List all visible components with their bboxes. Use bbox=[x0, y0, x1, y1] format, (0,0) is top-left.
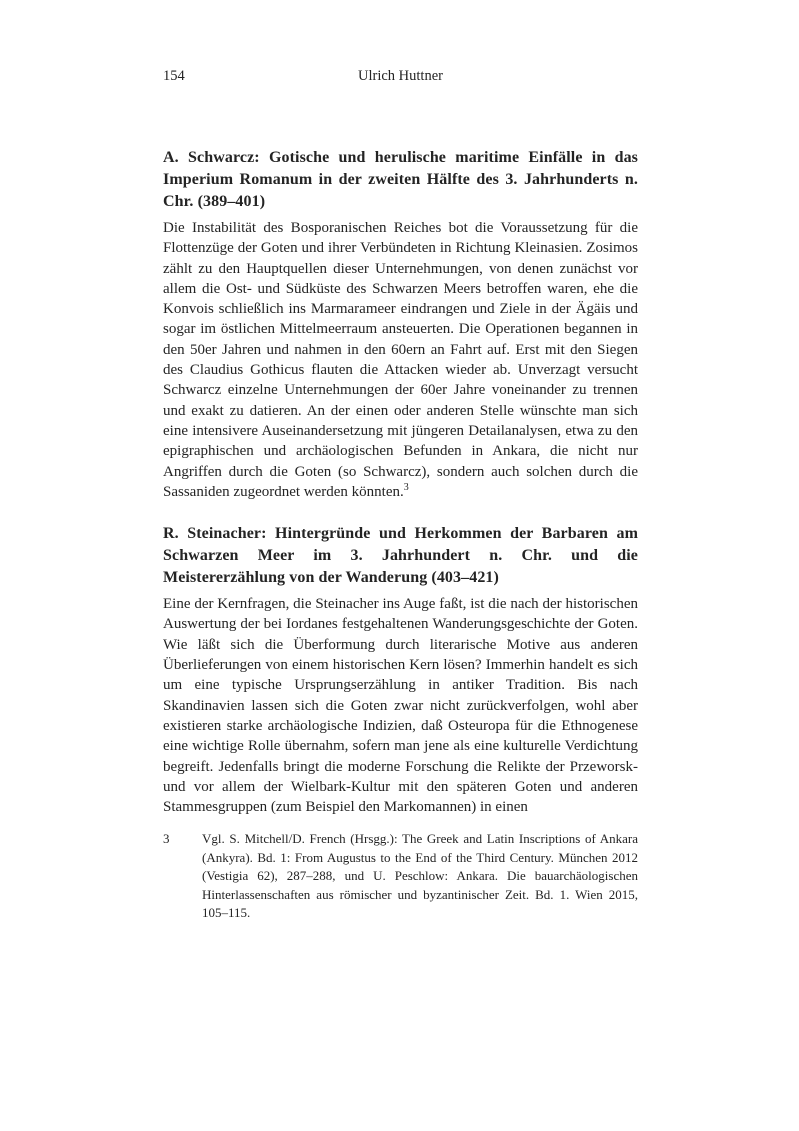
running-head: Ulrich Huttner bbox=[358, 68, 443, 84]
review-heading-schwarcz: A. Schwarcz: Gotische und herulische maritime Einfälle in das Imperium Romanum in der zweiten Hälfte des 3. Jahrhunderts n. Chr. (389–401) bbox=[163, 149, 638, 210]
footnote-reference-3: 3 bbox=[403, 481, 409, 493]
footnote-3 bbox=[163, 830, 638, 922]
review-body-steinacher bbox=[163, 594, 638, 817]
review-schwarcz bbox=[163, 147, 638, 502]
review-steinacher bbox=[163, 523, 638, 817]
review-body-schwarcz bbox=[163, 218, 638, 502]
footnote-text: Vgl. S. Mitchell/D. French (Hrsgg.): The Greek and Latin Inscriptions of Ankara (Ankyra). Bd. 1: From Augustus to the End of the Third Century. München 2012 (Vestigia 62), 287–288, und U. Peschlow: Ankara. Die bauarchäologischen Hinterlassenschaften aus römischer und byzantinischer Zeit. Bd. 1. Wien 2015, 105–115. bbox=[202, 831, 638, 921]
review-heading-steinacher: R. Steinacher: Hintergründe und Herkommen der Barbaren am Schwarzen Meer im 3. Jahrhundert n. Chr. und die Meistererzählung von der Wanderung (403–421) bbox=[163, 525, 638, 587]
review-body-text: Eine der Kernfragen, die Steinacher ins Auge faßt, ist die nach der historischen Auswertung der bei Iordanes festgehaltenen Wanderungsgeschichte der Goten. Wie läßt sich die Überformung durch literarische Motive aus anderen Überlieferungen von einem historischen Kern lösen? Immerhin handelt es sich um eine typische Ursprungserzählung in antiker Tradition. Bis nach Skandinavien lassen sich die Goten zwar nicht zurückverfolgen, wohl aber existieren starke archäologische Indizien, daß Osteuropa für die Ethnogenese eine wichtige Rolle übernahm, sofern man jene als eine kulturelle Verdichtung begreift. Jedenfalls bringt die moderne Forschung die Relikte der Przeworsk- und vor allem der Wielbark-Kultur mit den späteren Goten und anderen Stammesgruppen (zum Beispiel den Markomannen) in einen bbox=[163, 596, 638, 816]
page-header bbox=[163, 66, 638, 86]
page-number: 154 bbox=[163, 68, 185, 84]
review-body-text: Die Instabilität des Bosporanischen Reiches bot die Voraussetzung für die Flottenzüge der Goten und ihrer Verbündeten in Richtung Kleinasien. Zosimos zählt zu den Hauptquellen dieser Unternehmungen, von denen zunächst vor allem die Ost- und Südküste des Schwarzen Meers betroffen waren, ehe die Konvois schließlich ins Marmarameer eindrangen und Ziele in der Ägäis und sogar im östlichen Mittelmeerraum ansteuerten. Die Operationen begannen in den 50er Jahren und nahmen in den 60ern an Fahrt auf. Erst mit den Siegen des Claudius Gothicus flauten die Attacken wieder ab. Unverzagt versucht Schwarcz einzelne Unternehmungen der 60er Jahre voneinander zu trennen und exakt zu datieren. An der einen oder anderen Stelle wünschte man sich eine intensivere Auseinandersetzung mit jüngeren Detailanalysen, etwa zu den epigraphischen und archäologischen Befunden in Ankara, die nicht nur Angriffen durch die Goten (so Schwarcz), sondern auch solchen durch die Sassaniden zugeordnet werden könnten. bbox=[163, 220, 638, 500]
footnotes-section bbox=[163, 830, 638, 922]
footnote-number: 3 bbox=[163, 831, 170, 847]
